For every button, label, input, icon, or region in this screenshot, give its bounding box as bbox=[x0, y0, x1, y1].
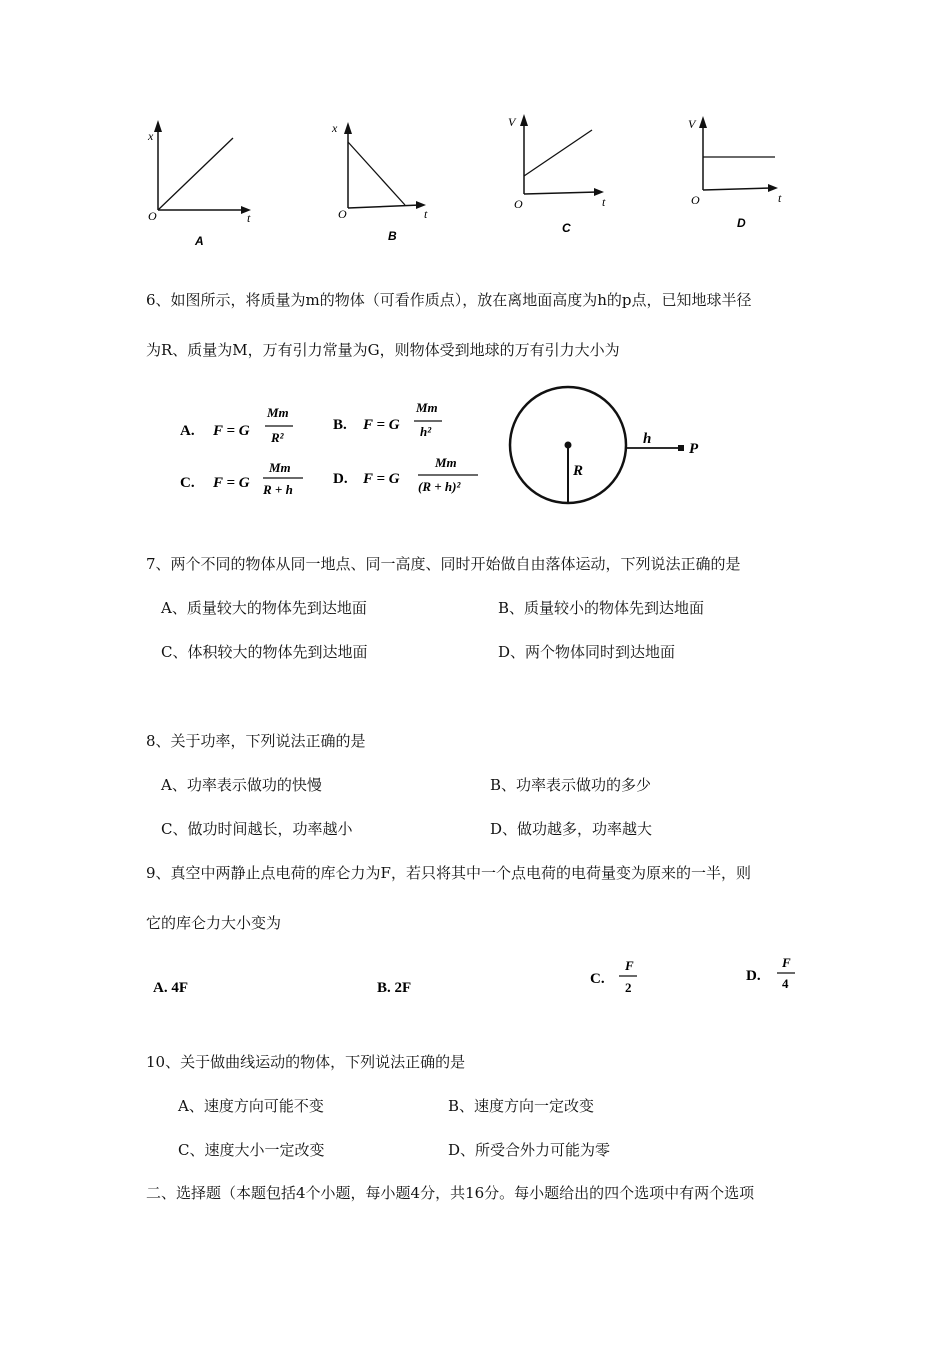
graph-b-label: B bbox=[388, 229, 397, 243]
section2-heading: 二、选择题（本题包括4个小题，每小题4分，共16分。每小题给出的四个选项中有两个选项 bbox=[146, 1184, 755, 1202]
q6-option-c-lhs: F = G bbox=[213, 475, 250, 491]
graph-b-xlabel: t bbox=[424, 207, 428, 221]
q9-option-a: A. 4F bbox=[153, 980, 188, 996]
graph-d-origin: O bbox=[691, 193, 700, 207]
q7-option-d: D、两个物体同时到达地面 bbox=[498, 643, 676, 661]
q6-option-b-den: h² bbox=[420, 424, 432, 439]
q9-stem-line1: 9、真空中两静止点电荷的库仑力为F，若只将其中一个点电荷的电荷量变为原来的一半，则 bbox=[146, 864, 751, 882]
q9-stem-line2: 它的库仑力大小变为 bbox=[146, 914, 282, 932]
q9-option-c-den: 2 bbox=[625, 980, 632, 995]
q6-option-d bbox=[333, 455, 478, 494]
graph-d-xlabel: t bbox=[778, 191, 782, 205]
q9-option-c-prefix: C. bbox=[590, 971, 605, 987]
q6-earth-figure bbox=[500, 375, 730, 515]
q6-figure-h-label: h bbox=[643, 431, 652, 447]
q10-option-a: A、速度方向可能不变 bbox=[178, 1097, 324, 1115]
graph-c-origin: O bbox=[514, 197, 523, 211]
graph-a-origin: O bbox=[148, 209, 157, 223]
q10-stem: 10、关于做曲线运动的物体，下列说法正确的是 bbox=[146, 1053, 466, 1071]
q6-figure-p-label: P bbox=[689, 441, 699, 457]
q10-option-d: D、所受合外力可能为零 bbox=[448, 1141, 611, 1159]
q9-option-d bbox=[746, 955, 795, 991]
q6-option-b-num: Mm bbox=[416, 400, 438, 415]
q6-option-c bbox=[180, 460, 303, 497]
q6-figure-r-label: R bbox=[573, 463, 584, 479]
q6-option-c-num: Mm bbox=[269, 460, 291, 475]
graph-d-ylabel: V bbox=[688, 117, 696, 131]
q6-option-b-prefix: B. bbox=[333, 417, 347, 433]
q6-option-a-lhs: F = G bbox=[213, 423, 250, 439]
q7-option-c: C、体积较大的物体先到达地面 bbox=[161, 643, 368, 661]
q6-options bbox=[175, 395, 495, 505]
graph-c bbox=[508, 114, 606, 235]
q8-option-a: A、功率表示做功的快慢 bbox=[161, 776, 322, 794]
q9-option-d-num: F bbox=[782, 955, 791, 970]
q6-option-d-den: (R + h)² bbox=[418, 479, 461, 494]
q6-option-b-lhs: F = G bbox=[363, 417, 400, 433]
q8-option-b: B、功率表示做功的多少 bbox=[490, 776, 652, 794]
graph-d-label: D bbox=[737, 216, 746, 230]
q9-option-c bbox=[590, 958, 637, 995]
q7-option-a: A、质量较大的物体先到达地面 bbox=[161, 599, 367, 617]
q6-option-c-prefix: C. bbox=[180, 475, 195, 491]
graph-b-origin: O bbox=[338, 207, 347, 221]
q6-option-a bbox=[180, 405, 293, 445]
q9-option-d-prefix: D. bbox=[746, 968, 761, 984]
q6-option-a-num: Mm bbox=[267, 405, 289, 420]
q9-options bbox=[145, 950, 815, 1010]
q7-option-b: B、质量较小的物体先到达地面 bbox=[498, 599, 705, 617]
q6-option-a-den: R² bbox=[271, 430, 284, 445]
q9-option-c-num: F bbox=[625, 958, 634, 973]
graph-c-ylabel: V bbox=[508, 115, 516, 129]
graph-c-xlabel: t bbox=[602, 195, 606, 209]
graph-b-ylabel: x bbox=[332, 121, 338, 135]
q6-stem-line1: 6、如图所示，将质量为m的物体（可看作质点），放在离地面高度为h的p点，已知地球半径 bbox=[146, 291, 752, 309]
q8-stem: 8、关于功率，下列说法正确的是 bbox=[146, 732, 366, 750]
q8-option-d: D、做功越多，功率越大 bbox=[490, 820, 653, 838]
graph-d bbox=[688, 116, 782, 230]
motion-graphs bbox=[130, 100, 810, 260]
q6-option-d-prefix: D. bbox=[333, 471, 348, 487]
graph-a bbox=[147, 120, 251, 248]
graph-a-xlabel: t bbox=[247, 211, 251, 225]
graph-a-label: A bbox=[195, 234, 204, 248]
graph-b bbox=[331, 121, 428, 243]
q7-stem: 7、两个不同的物体从同一地点、同一高度、同时开始做自由落体运动，下列说法正确的是 bbox=[146, 555, 741, 573]
q9-option-b: B. 2F bbox=[377, 980, 412, 996]
q6-stem-line2: 为R、质量为M，万有引力常量为G，则物体受到地球的万有引力大小为 bbox=[146, 341, 620, 359]
q9-option-d-den: 4 bbox=[782, 976, 789, 991]
q10-option-b: B、速度方向一定改变 bbox=[448, 1097, 595, 1115]
q6-option-a-prefix: A. bbox=[180, 423, 195, 439]
q6-option-d-num: Mm bbox=[435, 455, 457, 470]
graph-a-ylabel: x bbox=[148, 129, 154, 143]
q6-option-b bbox=[333, 400, 442, 439]
q10-option-c: C、速度大小一定改变 bbox=[178, 1141, 325, 1159]
q6-option-c-den: R + h bbox=[263, 482, 293, 497]
graph-c-label: C bbox=[562, 221, 571, 235]
q8-option-c: C、做功时间越长，功率越小 bbox=[161, 820, 353, 838]
q6-option-d-lhs: F = G bbox=[363, 471, 400, 487]
